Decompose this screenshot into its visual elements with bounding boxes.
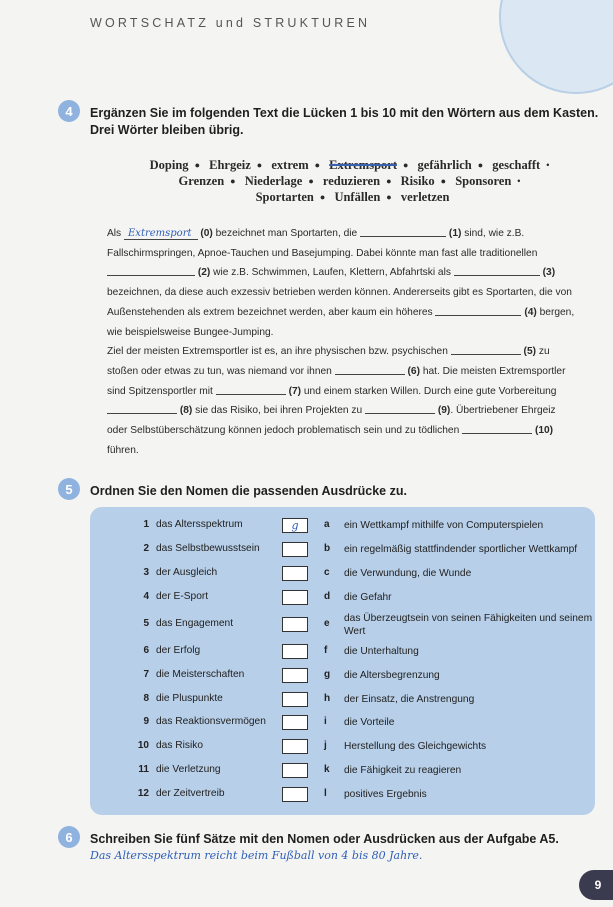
word-row-3: Sportarten ● Unfällen ● verletzen: [255, 190, 450, 204]
gap-2[interactable]: [107, 264, 195, 276]
match-number: 12: [137, 788, 149, 799]
word-item: gefährlich: [417, 158, 472, 172]
match-letter: g: [324, 669, 331, 680]
word-item: Grenzen: [178, 174, 225, 188]
word-box: [105, 157, 600, 205]
section-header: WORTSCHATZ und STRUKTUREN: [90, 16, 371, 30]
page-number: 9: [579, 870, 613, 900]
gap-7[interactable]: [216, 383, 286, 395]
match-letter: j: [324, 740, 327, 751]
gap-9[interactable]: [365, 402, 435, 414]
task-5-number: 5: [58, 478, 80, 500]
match-expression: positives Ergebnis: [344, 789, 427, 800]
answer-box[interactable]: [282, 739, 308, 754]
match-noun: das Selbstbewusstsein: [156, 543, 260, 554]
match-expression: die Altersbegrenzung: [344, 670, 440, 681]
word-row-1: Doping ● Ehrgeiz ● extrem ● Extremsport ● gefährlich ● geschafft •: [149, 158, 550, 172]
match-expression: Herstellung des Gleichgewichts: [344, 741, 487, 752]
match-noun: das Reaktionsvermögen: [156, 716, 266, 727]
answer-box[interactable]: [282, 715, 308, 730]
gap-4[interactable]: [435, 304, 521, 316]
match-noun: der Ausgleich: [156, 567, 218, 578]
corner-decoration: [499, 0, 613, 94]
answer-box[interactable]: [282, 518, 308, 533]
word-item: Sportarten: [255, 190, 314, 204]
gap-3[interactable]: [454, 264, 540, 276]
word-item: Niederlage: [244, 174, 303, 188]
match-number: 6: [143, 645, 149, 656]
gap-1[interactable]: [360, 225, 446, 237]
match-letter: e: [324, 618, 330, 629]
task-6-number: 6: [58, 826, 80, 848]
gap-10[interactable]: [462, 422, 532, 434]
task-4-title-line1: Ergänzen Sie im folgenden Text die Lücken 1 bis 10 mit den Wörtern aus dem Kasten.: [90, 106, 599, 120]
answer-box[interactable]: [282, 692, 308, 707]
match-number: 4: [143, 591, 149, 602]
match-letter: d: [324, 591, 331, 602]
match-number: 7: [143, 669, 149, 680]
match-number: 11: [138, 764, 149, 775]
task-4-title-line2: Drei Wörter bleiben übrig.: [90, 123, 244, 137]
match-expression: die Vorteile: [344, 717, 395, 728]
match-noun: die Pluspunkte: [156, 693, 223, 704]
match-number: 9: [143, 716, 149, 727]
word-item: Risiko: [400, 174, 435, 188]
match-number: 2: [143, 543, 149, 554]
answer-box[interactable]: [282, 763, 308, 778]
match-noun: die Verletzung: [156, 764, 221, 775]
match-expression: die Fähigkeit zu reagieren: [344, 765, 462, 776]
match-letter: l: [324, 788, 327, 799]
task-4-title: [90, 105, 600, 139]
match-expression: die Verwundung, die Wunde: [344, 568, 472, 579]
answer-box[interactable]: [282, 787, 308, 802]
match-expression: der Einsatz, die Anstrengung: [344, 694, 475, 705]
match-expression: ein Wettkampf mithilfe von Computerspielen: [344, 520, 544, 531]
match-noun: die Meisterschaften: [156, 669, 245, 680]
match-number: 1: [143, 519, 149, 530]
match-number: 8: [143, 693, 149, 704]
handwritten-sentence: Das Altersspektrum reicht beim Fußball von 4 bis 80 Jahre.: [90, 849, 423, 862]
task-5-title: Ordnen Sie den Nomen die passenden Ausdrücke zu.: [90, 484, 407, 498]
gap-5[interactable]: [451, 343, 521, 355]
answer-box[interactable]: [282, 566, 308, 581]
match-letter: i: [324, 716, 327, 727]
word-item: geschafft: [492, 158, 541, 172]
match-expression: ein regelmäßig stattfindender sportlicher Wettkampf: [344, 544, 578, 555]
answer-box[interactable]: [282, 590, 308, 605]
cloze-text: Als Extremsport (0) bezeichnet man Sportarten, die (1) sind, wie z.B. Fallschirmspringen, Apnoe-Tauchen und Basejumping. Dabei könnte man fast alle traditionellen (2) wie z.B. Schwimmen, Laufen, Klettern, Abfahrtski als (3) bezeichnen, da diese auch exzessiv betrieben werden können. Andererseits gibt es Sportarten, die von Außenstehenden als extrem bezeichnet werden, aber kaum ein höheres (4) bergen, wie beispielsweise Bungee-Jumping. Ziel der meisten Extremsportler ist es, an ihre physischen bzw. psychischen (5) zu stoßen oder etwas zu tun, was niemand vor ihnen (6) hat. Die meisten Extremsportler sind Spitzensportler mit (7) und einem starken Willen. Durch eine gute Vorbereitung (8) sie das Risiko, bei ihren Projekten zu (9). Übertriebener Ehrgeiz oder Selbstüberschätzung können jedoch problematisch sein und zu tödlichen (10) führen.: [107, 224, 587, 460]
gap-6[interactable]: [335, 363, 405, 375]
match-expression: das Überzeugtsein von seinen Fähigkeiten und seinem Wert: [344, 613, 593, 637]
answer-box[interactable]: [282, 542, 308, 557]
match-noun: das Risiko: [156, 740, 203, 751]
match-letter: a: [324, 519, 330, 530]
match-letter: h: [324, 693, 331, 704]
word-item: Sponsoren: [455, 174, 512, 188]
match-number: 5: [143, 618, 149, 629]
answer-box[interactable]: [282, 668, 308, 683]
answer-box[interactable]: [282, 644, 308, 659]
match-expression: die Gefahr: [344, 592, 392, 603]
task-6-title: Schreiben Sie fünf Sätze mit den Nomen oder Ausdrücken aus der Aufgabe A5.: [90, 832, 559, 846]
word-item: verletzen: [400, 190, 450, 204]
word-item: extrem: [271, 158, 309, 172]
task-4-number: 4: [58, 100, 80, 122]
match-noun: der Zeitvertreib: [156, 788, 225, 799]
word-item: Unfällen: [334, 190, 381, 204]
match-noun: das Altersspektrum: [156, 519, 243, 530]
match-expression: die Unterhaltung: [344, 646, 419, 657]
match-noun: der Erfolg: [156, 645, 201, 656]
word-row-2: Grenzen ● Niederlage ● reduzieren ● Risiko ● Sponsoren •: [178, 174, 521, 188]
match-number: 10: [137, 740, 149, 751]
word-item: reduzieren: [322, 174, 381, 188]
match-letter: k: [324, 764, 330, 775]
gap-8[interactable]: [107, 402, 177, 414]
example-answer: Extremsport: [124, 228, 198, 240]
match-letter: c: [324, 567, 330, 578]
match-letter: f: [324, 645, 328, 656]
match-noun: der E-Sport: [156, 591, 209, 602]
answer-box[interactable]: [282, 617, 308, 632]
match-number: 3: [143, 567, 149, 578]
word-item: Ehrgeiz: [209, 158, 251, 172]
match-letter: b: [324, 543, 331, 554]
word-item: Doping: [149, 158, 189, 172]
match-noun: das Engagement: [156, 618, 234, 629]
word-item-struck: Extremsport: [329, 158, 397, 172]
answer-value: g: [291, 519, 299, 532]
